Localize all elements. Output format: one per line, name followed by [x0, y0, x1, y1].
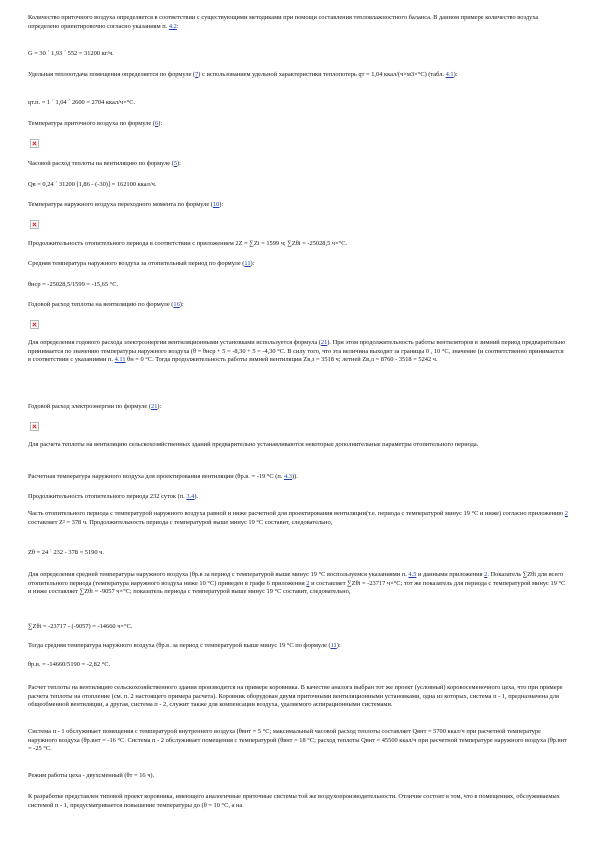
paragraph-text: ). [194, 493, 199, 500]
paragraph-text: ): [179, 301, 184, 308]
paragraph-text: К разработке представлен типовой проект коровника, имеющего аналогичные приточные системы той же воздухопроизводительности. Отличие состоит в том, что в помещениях, обслуживаемых системой п - 1, предусматривается повышение температуры до (θ = 10 °С, а на [28, 793, 560, 809]
paragraph-text: . Показатель ∑Zθi для всего отопительного периода (температура наружного воздуха ниже 10 °С) приведен в графе 6 приложения [28, 571, 563, 587]
paragraph-text: ): [219, 201, 224, 208]
paragraph-text: Расчет теплоты на вентиляцию сельскохозяйственного здания производится на примере коровника. В качестве аналога выбран тот же проект (условный) коровосеменочного цеха, что при примере расчета теплоты на отопление (см. п. 2 настоящего примера расчета). Коровник оборудован двумя приточными вентиляционными установками, одна из которых, система п - 1, предназначена для общеобменной вентиляции, а другая, система п - 2, служит также для компенсации воздуха, удаляемого аспирационными системами. [28, 684, 563, 709]
broken-image-icon [30, 220, 39, 229]
paragraph-text: Годовой расход теплоты на вентиляцию по формуле ( [28, 301, 174, 308]
paragraph-text: Qв = 0,24 ´ 31200 [1,86 - (-30)] = 162100 ккал/ч. [28, 181, 157, 188]
formula-reference-link[interactable]: 6 [154, 120, 159, 127]
paragraph-text: Для определения годового расхода электроэнергии вентиляционными установками используется формула ( [28, 339, 321, 346]
paragraph-text: Тогда средняя температура наружного воздуха (θр.в. за период с температурой выше минус 19 °С по формуле ( [28, 642, 331, 649]
formula-reference-link[interactable]: 10 [212, 201, 220, 208]
paragraph [28, 493, 568, 502]
broken-image-icon [30, 320, 39, 329]
paragraph [28, 772, 568, 781]
paragraph-text: ): [157, 403, 162, 410]
paragraph-text: и составляет ∑Zθi = -23717 ч×°С; тот же показатель для периода с температурой минус 19 °С и ниже составляет ∑Zθi = -9057 ч×°С; показатель периода с температурой выше минус 19 °С составит, следовательно, [28, 579, 566, 596]
paragraph-text: Продолжительность отопительного периода в соответствии с приложением 2Z = ∑Zi = 1599 ч; ∑Zθi = -25028,5 ч×°С. [28, 240, 348, 247]
paragraph [28, 181, 568, 190]
paragraph [28, 301, 568, 310]
paragraph-text: : [176, 22, 179, 30]
paragraph [28, 473, 568, 482]
paragraph-text: Для определения средней температуры наружного воздуха (θр.в за период с температурой выше минус 19 °С воспользуемся указаниями п. [28, 571, 409, 578]
paragraph [28, 240, 568, 249]
paragraph-text: ∑Zθi = -23717 - (-9057) = -14660 ч×°С. [28, 623, 133, 630]
paragraph-text: Режим работы цеха - двухсменный (θт = 16 ч). [28, 772, 155, 779]
paragraph-text: ): [177, 160, 181, 167]
broken-image-icon [30, 422, 39, 431]
paragraph [28, 99, 568, 108]
formula-reference-link[interactable]: 21 [151, 403, 158, 410]
paragraph-text: Для расчета теплоты на вентиляцию сельскохозяйственных зданий предварительно устанавливаются некоторые дополнительные параметры отопительного периода. [28, 441, 479, 448]
paragraph [28, 623, 568, 632]
paragraph-text: ): [453, 71, 458, 78]
paragraph-text: Система п - 1 обслуживает помещения с температурой внутреннего воздуха (θвнт = 5 °С; максимальный часовой расход теплоты составляет Qвнт = 5700 ккал/ч при расчетной температуре наружного воздуха (θр.внт = -16 °С. Система п - 2 обслуживает помещения с температурой (θвнт = 18 °С; расход теплоты Qвнт = 45500 ккал/ч при расчетной температуре наружного воздуха (θр.внт = -25 °С. [28, 728, 567, 753]
paragraph-text: Расчетная температура наружного воздуха для проектирования вентиляции (θр.в. = -19 °С (п. [28, 473, 284, 480]
paragraph [28, 120, 568, 129]
paragraph-text: ): [336, 642, 341, 649]
formula-reference-link[interactable]: 4.11 [114, 356, 126, 364]
paragraph-text: составляет Z² = 378 ч. Продолжительность периода с температурой выше минус 19 °С составит, следовательно, [28, 518, 333, 526]
formula-reference-link[interactable]: 4.1 [445, 71, 454, 78]
paragraph-text: θн = 0 °С. Тогда продолжительность работы зимней вентиляции Zв,з = 3518 ч; летней Zв,л = 8760 - 3518 = 5242 ч. [125, 356, 438, 364]
paragraph-text: и данными приложения [416, 571, 485, 578]
formula-reference-link[interactable]: 2 [306, 579, 310, 587]
paragraph [28, 441, 568, 450]
paragraph [28, 549, 568, 558]
formula-reference-link[interactable]: 4.3 [283, 473, 292, 480]
formula-reference-link[interactable]: 4.2 [168, 22, 177, 30]
paragraph [28, 281, 568, 290]
paragraph-text: Удельная теплоотдача помещения определяется по формуле ( [28, 71, 196, 78]
paragraph-text: ): [250, 260, 255, 267]
paragraph-text: ). При этом продолжительность работы вентиляторов в зимний период предварительно принимается по значению температуры наружного воздуха (θ = θнср + 5 = -8,30 + 5 = -4,30 °С. В силу того, что эта величина выходит за границы 0 , 10 °С, значение (и соответственно принимается в соответствии с указаниями п. [28, 339, 566, 364]
paragraph-text: ) с использованием удельной характеристики теплопотерь qт = 1,04 ккал/(ч×м3×°С) (табл. [198, 71, 446, 78]
paragraph-text: θр.в. = -14660/5190 = -2,82 °С. [28, 661, 111, 668]
paragraph [28, 160, 568, 169]
paragraph-text: Часть отопительного периода с температурой наружного воздуха равной и ниже расчетной для проектирования вентиляции(т.е. периода с температурой минус 19 °С и ниже) согласно приложению [28, 510, 565, 517]
formula-reference-link[interactable]: 11 [330, 642, 337, 649]
formula-reference-link[interactable]: 2 [484, 571, 488, 578]
paragraph [28, 403, 568, 412]
paragraph [28, 793, 568, 810]
paragraph [28, 510, 568, 527]
paragraph-text: Годовой расход электроэнергии по формуле ( [28, 403, 151, 410]
formula-reference-link[interactable]: 7 [195, 71, 199, 78]
paragraph-text: Продолжительность отопительного периода 232 суток (п. [28, 493, 187, 500]
paragraph [28, 50, 568, 59]
formula-reference-link[interactable]: 21 [320, 339, 328, 346]
paragraph [28, 260, 568, 269]
paragraph [28, 661, 568, 670]
paragraph-text: ): [158, 120, 163, 127]
paragraph [28, 14, 568, 31]
formula-reference-link[interactable]: 5 [173, 160, 178, 167]
paragraph-text: Количество приточного воздуха определяется в соответствии с существующими методиками при помощи составления тепловлажностного баланса. В данном примере количество воздуха определено ориентировочно согласно указаниям п. [28, 14, 539, 30]
paragraph-text: θнср = -25028,5/1599 = -15,65 °С. [28, 281, 119, 288]
paragraph-text: Часовой расход теплоты на вентиляцию по формуле ( [28, 160, 174, 167]
paragraph [28, 642, 568, 651]
paragraph-text: Температура наружного воздуха переходного момента по формуле ( [28, 201, 213, 208]
paragraph [28, 684, 568, 710]
paragraph [28, 728, 568, 754]
formula-reference-link[interactable]: 4.5 [408, 571, 417, 578]
broken-image-icon [30, 139, 39, 148]
paragraph [28, 201, 568, 210]
paragraph-text: Температура приточного воздуха по формуле ( [28, 120, 155, 127]
paragraph-text: )). [291, 473, 298, 480]
paragraph-text: qт.п. = 1 ´ 1,04 ´ 2600 = 2704 ккал/ч×°С. [28, 99, 136, 106]
paragraph-text: Средняя температура наружного воздуха за отопительный период по формуле ( [28, 260, 245, 267]
paragraph [28, 71, 568, 80]
formula-reference-link[interactable]: 16 [173, 301, 180, 308]
formula-reference-link[interactable]: 3.4 [186, 493, 195, 500]
paragraph-text: G = 30 ´ 1,93 ´ 552 = 31200 кг/ч. [28, 50, 114, 57]
formula-reference-link[interactable]: 2 [564, 510, 568, 517]
paragraph [28, 339, 568, 365]
paragraph [28, 571, 568, 597]
formula-reference-link[interactable]: 11 [244, 260, 251, 267]
paragraph-text: Zθ = 24 ´ 232 - 378 = 5190 ч. [28, 549, 104, 556]
